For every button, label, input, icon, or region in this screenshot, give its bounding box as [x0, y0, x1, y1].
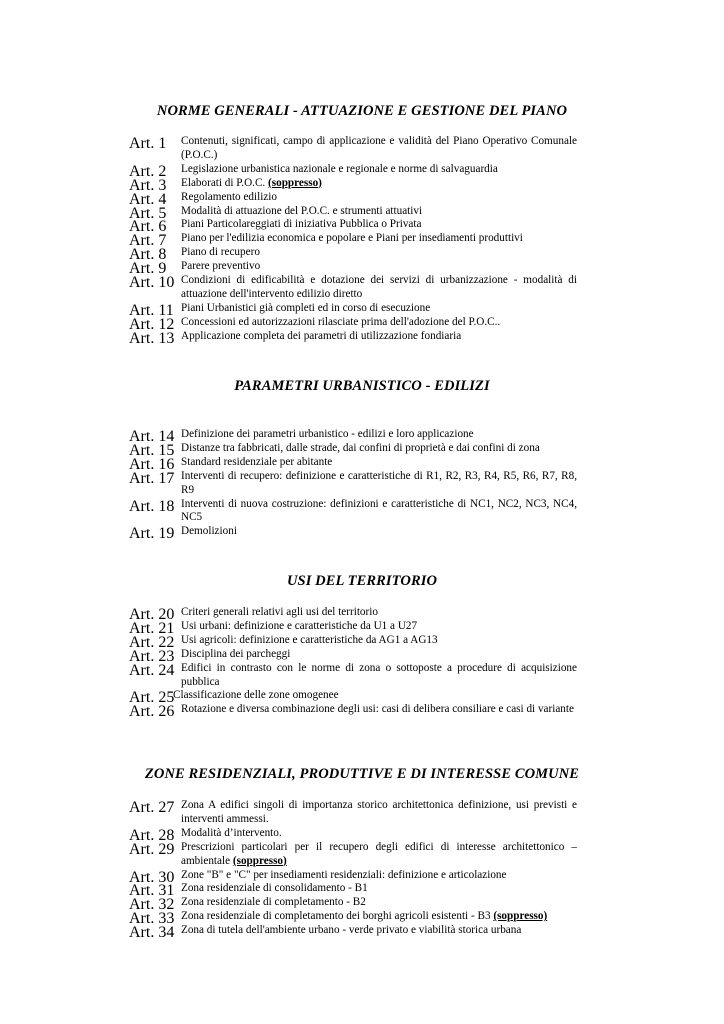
article-number: Art. 17 — [129, 469, 175, 487]
article-title: Zona A edifici singoli di importanza storico architettonica definizione, usi previsti e interventi ammessi. — [181, 799, 577, 825]
list-item — [0, 204, 724, 222]
article-title: Modalità di attuazione del P.O.C. e strumenti attuativi — [181, 204, 423, 217]
article-title: Demolizioni — [181, 525, 237, 538]
article-list — [0, 135, 724, 347]
article-number: Art. 31 — [129, 882, 175, 900]
article-number: Art. 15 — [129, 441, 175, 459]
article-number: Art. 29 — [129, 840, 175, 858]
article-title: Concessioni ed autorizzazioni rilasciate prima dell'adozione del P.O.C.. — [181, 315, 501, 328]
section-heading: NORME GENERALI - ATTUAZIONE E GESTIONE DEL PIANO — [156, 103, 568, 119]
article-title-text: Zona residenziale di completamento dei borghi agricoli esistenti - B3 — [181, 910, 494, 923]
list-item — [0, 455, 724, 473]
article-title: Zona residenziale di consolidamento - B1 — [181, 882, 368, 895]
article-title: Criteri generali relativi agli usi del territorio — [181, 606, 378, 618]
list-item — [0, 882, 724, 900]
article-title: Zona di tutela dell'ambiente urbano - verde privato e viabilità storica urbana — [181, 924, 522, 937]
list-item — [0, 135, 724, 163]
article-number: Art. 11 — [129, 301, 174, 319]
list-item — [0, 428, 724, 445]
article-title: Interventi di nuova costruzione: definizioni e caratteristiche di NC1, NC2, NC3, NC4, NC5 — [181, 497, 577, 524]
article-number: Art. 3 — [129, 176, 167, 194]
article-number: Art. 26 — [129, 703, 175, 721]
article-number: Art. 8 — [129, 246, 167, 264]
article-title: Legislazione urbanistica nazionale e regionale e norme di salvaguardia — [181, 162, 498, 175]
article-number: Art. 19 — [129, 525, 175, 543]
list-item — [0, 176, 724, 194]
article-title: Piani Particolareggiati di iniziativa Pubblica o Privata — [181, 218, 422, 231]
article-list — [0, 799, 724, 942]
article-title: Parere preventivo — [181, 260, 261, 273]
list-item — [0, 868, 724, 886]
article-number: Art. 9 — [129, 260, 167, 278]
article-number: Art. 33 — [129, 910, 175, 928]
article-title: Condizioni di edificabilità e dotazione dei servizi di urbanizzazione - modalità di attuazione dell'intervento edilizio diretto — [181, 274, 577, 300]
article-number: Art. 18 — [129, 497, 175, 515]
article-number: Art. 2 — [129, 162, 167, 180]
article-title: Regolamento edilizio — [181, 190, 278, 203]
suppressed-note: (soppresso) — [268, 176, 322, 189]
list-item — [0, 441, 724, 459]
article-title: Piano per l'edilizia economica e popolare e Piani per insediamenti produttivi — [181, 232, 523, 245]
article-title: Rotazione e diversa combinazione degli usi: casi di delibera consiliare e casi di variante — [181, 703, 574, 716]
list-item — [0, 162, 724, 180]
suppressed-note: (soppresso) — [232, 854, 287, 867]
list-item — [0, 301, 724, 319]
article-title-text: Elaborati di P.O.C. — [181, 176, 269, 189]
article-title: Piano di recupero — [181, 246, 260, 259]
article-number: Art. 25 — [129, 689, 175, 707]
article-number: Art. 4 — [129, 190, 167, 208]
article-title: Contenuti, significati, campo di applicazione e validità del Piano Operativo Comunale (P.O.C.) — [181, 135, 577, 161]
list-item — [0, 218, 724, 236]
list-item — [0, 619, 724, 637]
article-list — [0, 606, 724, 721]
section-heading: USI DEL TERRITORIO — [286, 573, 438, 589]
article-number: Art. 13 — [129, 329, 175, 347]
article-number: Art. 32 — [129, 896, 175, 914]
article-number: Art. 12 — [129, 315, 175, 333]
article-title: Applicazione completa dei parametri di utilizzazione fondiaria — [181, 329, 462, 342]
article-title: Disciplina dei parcheggi — [181, 647, 291, 660]
article-title: Classificazione delle zone omogenee — [173, 689, 339, 702]
list-item — [0, 841, 724, 869]
article-title: Interventi di recupero: definizione e caratteristiche di R1, R2, R3, R4, R5, R6, R7, R8, R9 — [181, 469, 577, 496]
article-title: Standard residenziale per abitante — [181, 455, 333, 468]
article-number: Art. 30 — [129, 868, 175, 886]
list-item — [0, 799, 724, 827]
article-title: Usi urbani: definizione e caratteristiche da U1 a U27 — [181, 619, 418, 632]
list-item — [0, 246, 724, 264]
section-heading: PARAMETRI URBANISTICO - EDILIZI — [234, 378, 490, 394]
article-number: Art. 20 — [129, 606, 175, 623]
list-item — [0, 703, 724, 721]
list-item — [0, 232, 724, 250]
list-item — [0, 910, 724, 928]
list-item — [0, 190, 724, 208]
list-item — [0, 647, 724, 665]
list-item — [0, 896, 724, 914]
article-title — [181, 910, 577, 924]
article-title: Zona residenziale di completamento - B2 — [181, 896, 366, 909]
article-number: Art. 34 — [129, 924, 175, 942]
article-number: Art. 28 — [129, 826, 175, 844]
list-item — [0, 274, 724, 302]
article-number: Art. 14 — [129, 428, 175, 445]
list-item — [0, 315, 724, 333]
article-title: Distanze tra fabbricati, dalle strade, dai confini di proprietà e dai confini di zona — [181, 441, 540, 454]
article-title: Usi agricoli: definizione e caratteristiche da AG1 a AG13 — [181, 633, 438, 646]
list-item — [0, 329, 724, 347]
list-item — [0, 498, 724, 526]
article-number: Art. 7 — [129, 232, 167, 250]
suppressed-note: (soppresso) — [493, 910, 548, 923]
article-number: Art. 27 — [129, 799, 175, 816]
article-number: Art. 22 — [129, 633, 175, 651]
article-title: Modalità d’intervento. — [181, 826, 282, 839]
article-title: Edifici in contrasto con le norme di zona o sottoposte a procedure di acquisizione pubblica — [181, 661, 577, 688]
article-title — [181, 841, 577, 869]
article-title: Zone "B" e "C" per insediamenti residenziali: definizione e articolazione — [181, 868, 507, 881]
article-title: Definizione dei parametri urbanistico - edilizi e loro applicazione — [181, 428, 474, 440]
list-item — [0, 662, 724, 690]
list-item — [0, 525, 724, 543]
article-number: Art. 21 — [129, 619, 175, 637]
list-item — [0, 470, 724, 498]
list-item — [0, 924, 724, 942]
list-item — [0, 633, 724, 651]
article-number: Art. 5 — [129, 204, 167, 222]
article-title — [181, 177, 577, 191]
article-number: Art. 24 — [129, 661, 175, 679]
list-item — [0, 606, 724, 623]
list-item — [0, 826, 724, 844]
section-heading: ZONE RESIDENZIALI, PRODUTTIVE E DI INTERESSE COMUNE — [144, 766, 580, 782]
list-item — [0, 260, 724, 278]
article-number: Art. 10 — [129, 274, 175, 292]
article-title: Piani Urbanistici già completi ed in corso di esecuzione — [181, 301, 431, 314]
article-number: Art. 1 — [129, 135, 167, 152]
article-title-text: Prescrizioni particolari per il recupero degli edifici di interesse architettonico – ambientale — [181, 840, 577, 867]
list-item — [0, 689, 724, 707]
article-number: Art. 23 — [129, 647, 175, 665]
article-list — [0, 428, 724, 543]
article-number: Art. 6 — [129, 218, 167, 236]
article-number: Art. 16 — [129, 455, 175, 473]
